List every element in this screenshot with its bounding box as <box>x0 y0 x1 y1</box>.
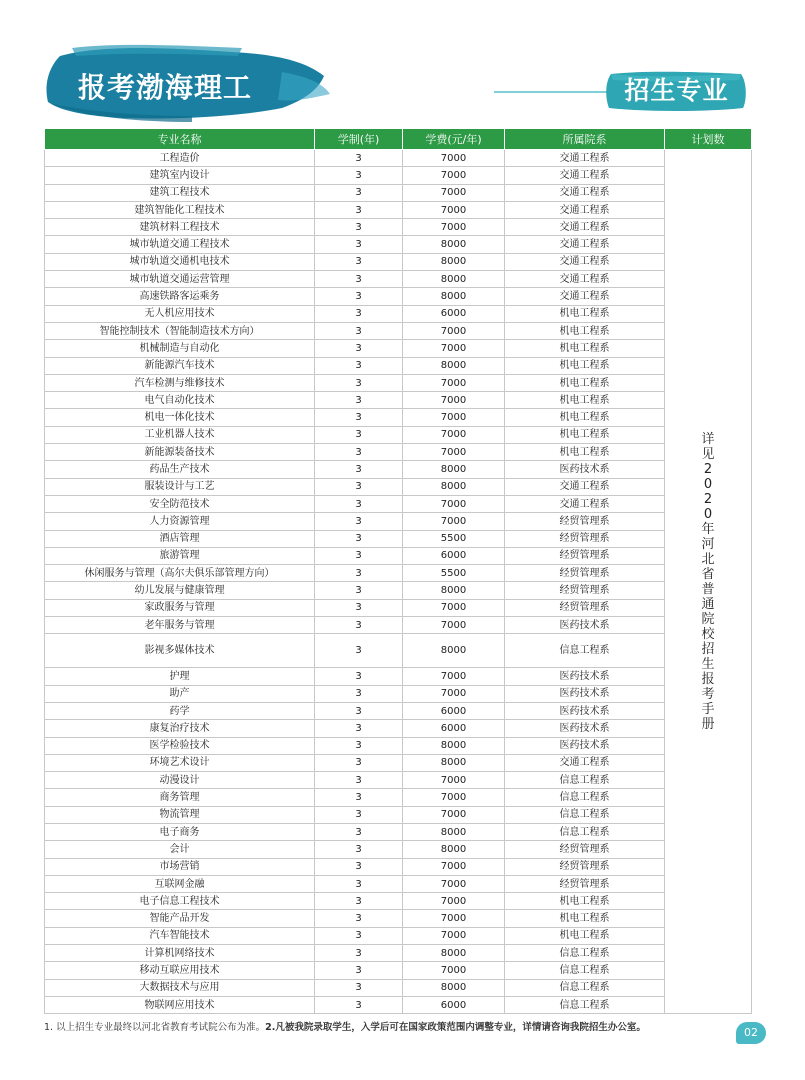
column-header-name: 专业名称 <box>45 129 315 150</box>
department-cell: 医药技术系 <box>505 737 665 754</box>
fee-cell: 7000 <box>403 806 505 823</box>
table-row <box>45 305 752 322</box>
major-name-cell: 汽车检测与维修技术 <box>45 374 315 391</box>
fee-cell: 7000 <box>403 789 505 806</box>
table-row <box>45 409 752 426</box>
years-cell: 3 <box>315 219 403 236</box>
department-cell: 经贸管理系 <box>505 858 665 875</box>
fee-cell: 7000 <box>403 875 505 892</box>
fee-cell: 8000 <box>403 634 505 668</box>
department-cell: 交通工程系 <box>505 219 665 236</box>
department-cell: 信息工程系 <box>505 945 665 962</box>
table-row <box>45 720 752 737</box>
page-number-badge: 02 <box>736 1022 766 1044</box>
years-cell: 3 <box>315 841 403 858</box>
years-cell: 3 <box>315 858 403 875</box>
years-cell: 3 <box>315 617 403 634</box>
fee-cell: 7000 <box>403 668 505 685</box>
fee-cell: 8000 <box>403 823 505 840</box>
fee-cell: 7000 <box>403 858 505 875</box>
major-name-cell: 城市轨道交通机电技术 <box>45 253 315 270</box>
years-cell: 3 <box>315 409 403 426</box>
major-name-cell: 新能源汽车技术 <box>45 357 315 374</box>
years-cell: 3 <box>315 478 403 495</box>
department-cell: 信息工程系 <box>505 806 665 823</box>
major-name-cell: 新能源装备技术 <box>45 444 315 461</box>
fee-cell: 8000 <box>403 288 505 305</box>
major-name-cell: 老年服务与管理 <box>45 617 315 634</box>
department-cell: 交通工程系 <box>505 236 665 253</box>
major-name-cell: 康复治疗技术 <box>45 720 315 737</box>
table-row <box>45 271 752 288</box>
department-cell: 经贸管理系 <box>505 547 665 564</box>
table-row <box>45 478 752 495</box>
years-cell: 3 <box>315 582 403 599</box>
major-name-cell: 会计 <box>45 841 315 858</box>
major-name-cell: 药品生产技术 <box>45 461 315 478</box>
table-row <box>45 547 752 564</box>
table-row <box>45 945 752 962</box>
column-header-fee: 学费(元/年) <box>403 129 505 150</box>
table-row <box>45 495 752 512</box>
fee-cell: 8000 <box>403 357 505 374</box>
major-name-cell: 服装设计与工艺 <box>45 478 315 495</box>
table-row <box>45 150 752 167</box>
years-cell: 3 <box>315 236 403 253</box>
table-row <box>45 322 752 339</box>
department-cell: 交通工程系 <box>505 253 665 270</box>
major-name-cell: 建筑材料工程技术 <box>45 219 315 236</box>
plan-text: 详 见 2 0 2 0 年 河 北 省 普 通 院 校 招 生 报 考 手 册 <box>701 431 715 732</box>
years-cell: 3 <box>315 823 403 840</box>
department-cell: 交通工程系 <box>505 288 665 305</box>
table-row <box>45 996 752 1013</box>
department-cell: 信息工程系 <box>505 979 665 996</box>
table-row <box>45 374 752 391</box>
fee-cell: 5500 <box>403 565 505 582</box>
department-cell: 机电工程系 <box>505 357 665 374</box>
table-row <box>45 426 752 443</box>
table-row <box>45 219 752 236</box>
major-name-cell: 互联网金融 <box>45 875 315 892</box>
years-cell: 3 <box>315 668 403 685</box>
fee-cell: 8000 <box>403 236 505 253</box>
years-cell: 3 <box>315 789 403 806</box>
years-cell: 3 <box>315 634 403 668</box>
major-name-cell: 工业机器人技术 <box>45 426 315 443</box>
department-cell: 医药技术系 <box>505 685 665 702</box>
table-row <box>45 789 752 806</box>
fee-cell: 7000 <box>403 184 505 201</box>
section-title-box <box>605 70 748 112</box>
major-name-cell: 大数据技术与应用 <box>45 979 315 996</box>
table-row <box>45 444 752 461</box>
major-name-cell: 人力资源管理 <box>45 513 315 530</box>
footer-note-1: 1. 以上招生专业最终以河北省教育考试院公布为准。 <box>44 1022 266 1033</box>
department-cell: 医药技术系 <box>505 461 665 478</box>
major-name-cell: 影视多媒体技术 <box>45 634 315 668</box>
department-cell: 机电工程系 <box>505 340 665 357</box>
years-cell: 3 <box>315 253 403 270</box>
years-cell: 3 <box>315 184 403 201</box>
fee-cell: 8000 <box>403 754 505 771</box>
table-row <box>45 253 752 270</box>
table-row <box>45 910 752 927</box>
table-row <box>45 668 752 685</box>
major-name-cell: 汽车智能技术 <box>45 927 315 944</box>
years-cell: 3 <box>315 565 403 582</box>
major-name-cell: 电气自动化技术 <box>45 392 315 409</box>
years-cell: 3 <box>315 444 403 461</box>
department-cell: 机电工程系 <box>505 893 665 910</box>
table-row <box>45 962 752 979</box>
fee-cell: 7000 <box>403 495 505 512</box>
department-cell: 交通工程系 <box>505 495 665 512</box>
fee-cell: 7000 <box>403 322 505 339</box>
department-cell: 医药技术系 <box>505 702 665 719</box>
years-cell: 3 <box>315 806 403 823</box>
table-row <box>45 893 752 910</box>
years-cell: 3 <box>315 754 403 771</box>
major-name-cell: 环境艺术设计 <box>45 754 315 771</box>
fee-cell: 8000 <box>403 253 505 270</box>
footer-note-2: 2.凡被我院录取学生，入学后可在国家政策范围内调整专业，详情请咨询我院招生办公室。 <box>265 1022 646 1033</box>
column-header-dept: 所属院系 <box>505 129 665 150</box>
major-name-cell: 高速铁路客运乘务 <box>45 288 315 305</box>
major-name-cell: 城市轨道交通工程技术 <box>45 236 315 253</box>
years-cell: 3 <box>315 945 403 962</box>
fee-cell: 7000 <box>403 409 505 426</box>
brand-title: 报考渤海理工 <box>78 71 253 104</box>
department-cell: 经贸管理系 <box>505 875 665 892</box>
fee-cell: 7000 <box>403 219 505 236</box>
table-row <box>45 617 752 634</box>
years-cell: 3 <box>315 685 403 702</box>
years-cell: 3 <box>315 979 403 996</box>
department-cell: 机电工程系 <box>505 426 665 443</box>
years-cell: 3 <box>315 426 403 443</box>
years-cell: 3 <box>315 772 403 789</box>
fee-cell: 5500 <box>403 530 505 547</box>
department-cell: 机电工程系 <box>505 322 665 339</box>
major-name-cell: 医学检验技术 <box>45 737 315 754</box>
table-row <box>45 184 752 201</box>
major-name-cell: 机械制造与自动化 <box>45 340 315 357</box>
fee-cell: 6000 <box>403 720 505 737</box>
years-cell: 3 <box>315 201 403 218</box>
fee-cell: 8000 <box>403 945 505 962</box>
major-name-cell: 建筑智能化工程技术 <box>45 201 315 218</box>
department-cell: 交通工程系 <box>505 201 665 218</box>
fee-cell: 7000 <box>403 150 505 167</box>
department-cell: 机电工程系 <box>505 910 665 927</box>
major-name-cell: 建筑室内设计 <box>45 167 315 184</box>
years-cell: 3 <box>315 322 403 339</box>
years-cell: 3 <box>315 305 403 322</box>
years-cell: 3 <box>315 288 403 305</box>
department-cell: 医药技术系 <box>505 617 665 634</box>
major-name-cell: 物流管理 <box>45 806 315 823</box>
fee-cell: 6000 <box>403 702 505 719</box>
fee-cell: 7000 <box>403 599 505 616</box>
fee-cell: 8000 <box>403 979 505 996</box>
fee-cell: 8000 <box>403 478 505 495</box>
years-cell: 3 <box>315 737 403 754</box>
major-name-cell: 护理 <box>45 668 315 685</box>
years-cell: 3 <box>315 530 403 547</box>
department-cell: 交通工程系 <box>505 478 665 495</box>
department-cell: 信息工程系 <box>505 634 665 668</box>
brand-banner <box>42 42 332 124</box>
fee-cell: 7000 <box>403 392 505 409</box>
table-row <box>45 565 752 582</box>
major-name-cell: 市场营销 <box>45 858 315 875</box>
fee-cell: 8000 <box>403 271 505 288</box>
fee-cell: 8000 <box>403 461 505 478</box>
table-row <box>45 392 752 409</box>
fee-cell: 7000 <box>403 201 505 218</box>
table-row <box>45 806 752 823</box>
fee-cell: 7000 <box>403 772 505 789</box>
fee-cell: 7000 <box>403 426 505 443</box>
major-name-cell: 计算机网络技术 <box>45 945 315 962</box>
department-cell: 信息工程系 <box>505 996 665 1013</box>
section-title: 招生专业 <box>624 76 729 105</box>
table-row <box>45 599 752 616</box>
table-row <box>45 823 752 840</box>
table-row <box>45 875 752 892</box>
fee-cell: 7000 <box>403 340 505 357</box>
table-row <box>45 858 752 875</box>
years-cell: 3 <box>315 702 403 719</box>
fee-cell: 7000 <box>403 513 505 530</box>
department-cell: 机电工程系 <box>505 927 665 944</box>
major-name-cell: 药学 <box>45 702 315 719</box>
department-cell: 机电工程系 <box>505 305 665 322</box>
table-row <box>45 979 752 996</box>
department-cell: 经贸管理系 <box>505 565 665 582</box>
fee-cell: 7000 <box>403 927 505 944</box>
fee-cell: 6000 <box>403 305 505 322</box>
department-cell: 信息工程系 <box>505 823 665 840</box>
major-name-cell: 机电一体化技术 <box>45 409 315 426</box>
major-name-cell: 智能控制技术（智能制造技术方向） <box>45 322 315 339</box>
table-row <box>45 513 752 530</box>
fee-cell: 8000 <box>403 841 505 858</box>
years-cell: 3 <box>315 150 403 167</box>
table-row <box>45 201 752 218</box>
table-row <box>45 461 752 478</box>
years-cell: 3 <box>315 927 403 944</box>
years-cell: 3 <box>315 910 403 927</box>
major-name-cell: 物联网应用技术 <box>45 996 315 1013</box>
years-cell: 3 <box>315 547 403 564</box>
major-name-cell: 电子信息工程技术 <box>45 893 315 910</box>
fee-cell: 7000 <box>403 962 505 979</box>
major-name-cell: 家政服务与管理 <box>45 599 315 616</box>
table-row <box>45 754 752 771</box>
years-cell: 3 <box>315 996 403 1013</box>
column-header-plan: 计划数 <box>665 129 752 150</box>
years-cell: 3 <box>315 875 403 892</box>
department-cell: 医药技术系 <box>505 668 665 685</box>
major-name-cell: 无人机应用技术 <box>45 305 315 322</box>
major-name-cell: 智能产品开发 <box>45 910 315 927</box>
table-row <box>45 737 752 754</box>
fee-cell: 8000 <box>403 737 505 754</box>
table-row <box>45 927 752 944</box>
major-name-cell: 移动互联应用技术 <box>45 962 315 979</box>
years-cell: 3 <box>315 513 403 530</box>
department-cell: 交通工程系 <box>505 150 665 167</box>
department-cell: 信息工程系 <box>505 772 665 789</box>
major-name-cell: 城市轨道交通运营管理 <box>45 271 315 288</box>
years-cell: 3 <box>315 357 403 374</box>
major-name-cell: 安全防范技术 <box>45 495 315 512</box>
department-cell: 交通工程系 <box>505 754 665 771</box>
major-name-cell: 动漫设计 <box>45 772 315 789</box>
table-row <box>45 685 752 702</box>
table-row <box>45 702 752 719</box>
fee-cell: 8000 <box>403 582 505 599</box>
majors-table <box>44 128 752 1014</box>
years-cell: 3 <box>315 392 403 409</box>
major-name-cell: 酒店管理 <box>45 530 315 547</box>
major-name-cell: 助产 <box>45 685 315 702</box>
department-cell: 机电工程系 <box>505 374 665 391</box>
fee-cell: 7000 <box>403 893 505 910</box>
department-cell: 交通工程系 <box>505 271 665 288</box>
years-cell: 3 <box>315 271 403 288</box>
table-row <box>45 841 752 858</box>
table-row <box>45 288 752 305</box>
major-name-cell: 建筑工程技术 <box>45 184 315 201</box>
table-row <box>45 340 752 357</box>
department-cell: 经贸管理系 <box>505 582 665 599</box>
header-divider-line <box>494 91 614 93</box>
major-name-cell: 休闲服务与管理（高尔夫俱乐部管理方向） <box>45 565 315 582</box>
column-header-years: 学制(年) <box>315 129 403 150</box>
department-cell: 医药技术系 <box>505 720 665 737</box>
fee-cell: 6000 <box>403 547 505 564</box>
table-row <box>45 634 752 668</box>
table-row <box>45 236 752 253</box>
fee-cell: 7000 <box>403 167 505 184</box>
plan-count-cell <box>665 150 752 1014</box>
years-cell: 3 <box>315 461 403 478</box>
table-row <box>45 530 752 547</box>
department-cell: 交通工程系 <box>505 167 665 184</box>
footer-notes <box>44 1019 646 1033</box>
department-cell: 经贸管理系 <box>505 530 665 547</box>
department-cell: 信息工程系 <box>505 789 665 806</box>
department-cell: 交通工程系 <box>505 184 665 201</box>
department-cell: 信息工程系 <box>505 962 665 979</box>
department-cell: 机电工程系 <box>505 444 665 461</box>
table-body <box>45 150 752 1014</box>
years-cell: 3 <box>315 495 403 512</box>
major-name-cell: 商务管理 <box>45 789 315 806</box>
table-header-row <box>45 129 752 150</box>
years-cell: 3 <box>315 599 403 616</box>
table-row <box>45 167 752 184</box>
major-name-cell: 幼儿发展与健康管理 <box>45 582 315 599</box>
table-row <box>45 357 752 374</box>
major-name-cell: 旅游管理 <box>45 547 315 564</box>
department-cell: 经贸管理系 <box>505 513 665 530</box>
major-name-cell: 工程造价 <box>45 150 315 167</box>
major-name-cell: 电子商务 <box>45 823 315 840</box>
fee-cell: 7000 <box>403 374 505 391</box>
fee-cell: 7000 <box>403 685 505 702</box>
years-cell: 3 <box>315 962 403 979</box>
fee-cell: 7000 <box>403 910 505 927</box>
department-cell: 机电工程系 <box>505 392 665 409</box>
fee-cell: 7000 <box>403 617 505 634</box>
table-row <box>45 772 752 789</box>
fee-cell: 7000 <box>403 444 505 461</box>
years-cell: 3 <box>315 893 403 910</box>
years-cell: 3 <box>315 167 403 184</box>
department-cell: 机电工程系 <box>505 409 665 426</box>
years-cell: 3 <box>315 374 403 391</box>
years-cell: 3 <box>315 720 403 737</box>
table-row <box>45 582 752 599</box>
years-cell: 3 <box>315 340 403 357</box>
department-cell: 经贸管理系 <box>505 841 665 858</box>
department-cell: 经贸管理系 <box>505 599 665 616</box>
fee-cell: 6000 <box>403 996 505 1013</box>
